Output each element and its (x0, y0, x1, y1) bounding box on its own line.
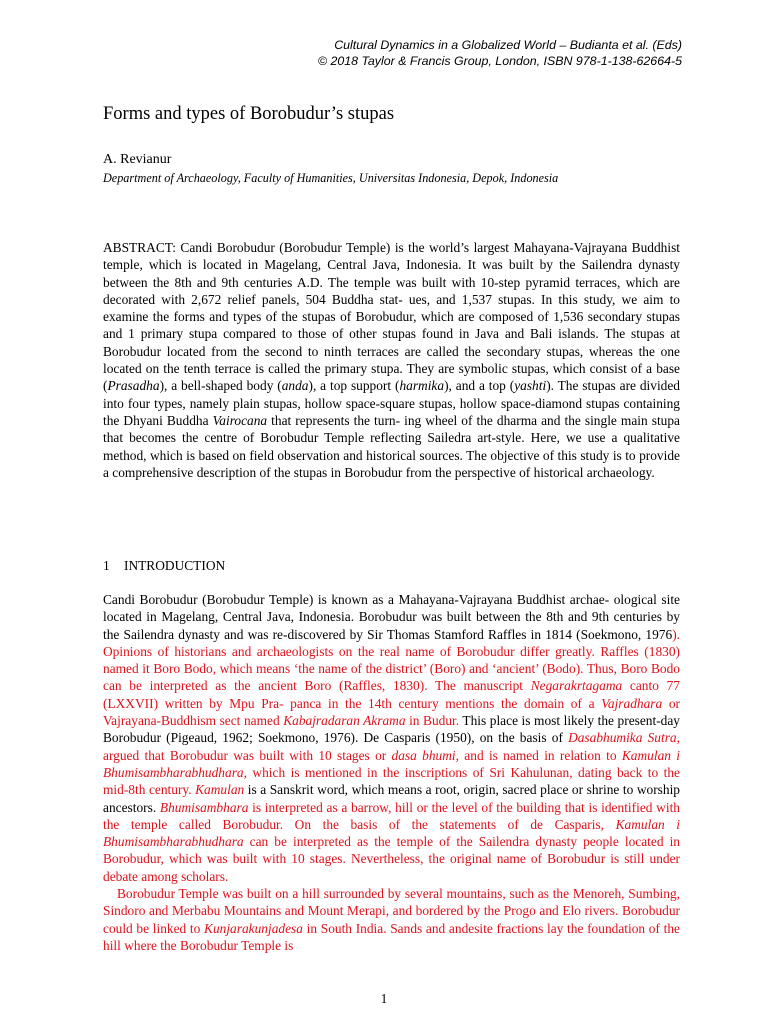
highlighted-text: in South India. Sands and andesite fractions lay the foundation of the hill where the Borobudur Temple is (103, 920, 680, 953)
introduction-body (103, 591, 680, 954)
abstract-text: ), a bell-shaped body ( (159, 378, 282, 394)
abstract (103, 239, 680, 481)
abstract-term: anda (281, 378, 309, 394)
page-number: 1 (380, 991, 388, 1006)
highlighted-text: Borobudur Temple was built on a hill surrounded by several mountains, such as the Menoreh, Sumbing, Sindoro and Merbabu Mountains and Mount Merapi, and bordered by the Progo and Elo rivers. Borobudur could be linked to (103, 886, 680, 936)
abstract-term: Prasadha (107, 378, 160, 394)
section-title: INTRODUCTION (124, 558, 226, 573)
highlighted-term: Kunjarakunjadesa (204, 920, 303, 936)
highlighted-text: or Vajrayana-Buddhism sect named (103, 695, 680, 729)
highlighted-text: , and is named in relation to (455, 747, 622, 763)
intro-paragraph-1 (103, 591, 680, 885)
highlighted-text: , which is mentioned in the inscriptions of Sri Kahulunan, dating back to the mid-8th century. (103, 764, 680, 798)
highlighted-text: can be interpreted as the temple of the Sailendra dynasty people located in Borobudur, which was built with 10 stages. Nevertheless, the original name of Borobudur is still under debate among scholars. (103, 834, 680, 884)
abstract-text: that represents the turn- ing wheel of the dharma and the single main stupa that becomes the centre of Borobudur Temple reflecting Sailedra art-style. Here, we use a qualitative method, which is based on field observation and historical sources. The objective of this study is to provide a comprehensive description of the stupas in Borobudur from the perspective of historical archaeology. (103, 412, 680, 480)
section-number: 1 (103, 558, 110, 573)
paper-title: Forms and types of Borobudur’s stupas (103, 104, 395, 124)
author-affiliation: Department of Archaeology, Faculty of Humanities, Universitas Indonesia, Depok, Indonesia (103, 171, 559, 185)
section-heading (103, 557, 225, 574)
body-text: Candi Borobudur (Borobudur Temple) is known as a Mahayana-Vajrayana Buddhist archae- ological site located in Magelang, Central Java, Indonesia. Borobudur was built between the 8th and 9th centuries by the Sailendra dynasty and was re-discovered by Sir Thomas Stamford Raffles in 1814 (Soekmono, 1976 (103, 592, 680, 642)
running-header (318, 37, 682, 69)
header-book-title: Cultural Dynamics in a Globalized World – Budianta et al. (Eds) (334, 38, 682, 52)
highlighted-text: , argued that Borobudur was built with 10 stages or (103, 730, 680, 763)
highlighted-term: Kamulan i Bhumisambharabhudhara (103, 747, 680, 780)
highlighted-term: Kamulan (195, 782, 245, 798)
header-copyright: © 2018 Taylor & Francis Group, London, ISBN 978-1-138-62664-5 (317, 54, 682, 68)
intro-paragraph-2 (103, 885, 680, 954)
abstract-text: ABSTRACT: Candi Borobudur (Borobudur Temple) is the world’s largest Mahayana-Vajrayana Buddhist temple, which is located in Magelang, Central Java, Indonesia. It was built by the Sailendra dynasty between the 8th and 9th centuries A.D. The temple was built with 10-step pyramid terraces, which are decorated with 2,672 relief panels, 504 Buddha stat- ues, and 1,537 stupas. In this study, we aim to examine the forms and types of the stupas of Borobudur, which are composed of 1,536 secondary stupas and 1 primary stupa compared to those of other stupas found in Java and Bali islands. The stupas at Borobudur located from the second to ninth terraces are called the secondary stupas, whereas the one located on the tenth terrace is called the primary stupa. They are symbolic stupas, which consist of a base ( (103, 240, 680, 394)
highlighted-term: Kabajradaran Akrama (283, 713, 406, 729)
body-text: This place is most likely the present-day Borobudur (Pigeaud, 1962; Soekmono, 1976). De Casparis (1950), on the basis of (103, 713, 681, 746)
highlighted-term: Negarakrtagama (530, 678, 623, 694)
abstract-text: ), and a top ( (444, 378, 515, 394)
highlighted-text: canto 77 (LXXVII) written by Mpu Pra- panca in the 14th century mentions the domain of a (103, 678, 680, 711)
body-text: is a Sanskrit word, which means a root, origin, sacred place or shrine to worship ancestors. (103, 782, 680, 815)
abstract-term: Vairocana (212, 412, 268, 428)
highlighted-text: in Budur. (405, 713, 463, 729)
abstract-term: harmika (399, 378, 445, 394)
author-name: A. Revianur (103, 152, 172, 167)
highlighted-text: is interpreted as a barrow, hill or the level of the building that is identified with the temple called Borobudur. On the basis of the statements of de Casparis, (103, 799, 680, 832)
abstract-text: ). The stupas are divided into four types, namely plain stupas, hollow space-square stupas, hollow space-diamond stupas containing the Dhyani Buddha (103, 378, 680, 428)
highlighted-term: dasa bhumi (391, 747, 456, 763)
abstract-text: ), a top support ( (308, 378, 400, 394)
highlighted-text: ). Opinions of historians and archaeologists on the real name of Borobudur differ greatly. Raffles (1830) named it Boro Bodo, which means ‘the name of the district’ (Boro) and ‘ancient’ (Bodo). Thus, Boro Bodo can be interpreted as the ancient Boro (Raffles, 1830). The manuscript (103, 626, 680, 694)
highlighted-term: Kamulan i Bhumisambharabhudhara (103, 816, 681, 850)
highlighted-term: Dasabhumika Sutra (568, 730, 677, 746)
highlighted-term: Bhumisambhara (159, 799, 249, 815)
highlighted-term: Vajradhara (601, 695, 663, 711)
abstract-term: yashti (514, 378, 547, 394)
